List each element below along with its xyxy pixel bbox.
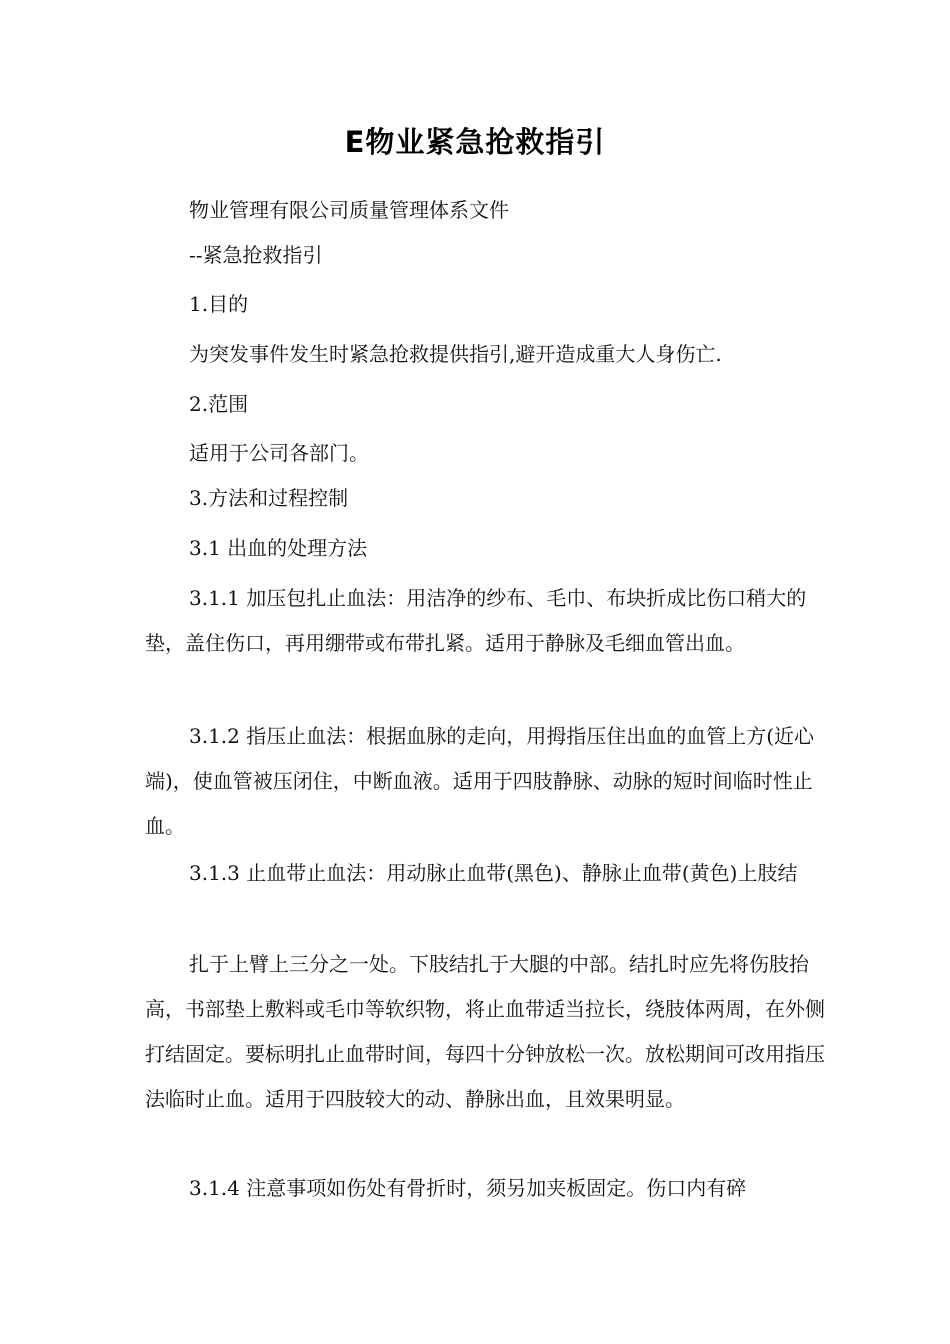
- heading-scope: 2.范围: [189, 392, 249, 416]
- paragraph-3-1-3-continued: 扎于上臂上三分之一处。下肢结扎于大腿的中部。结扎时应先将伤肢抬高，书部垫上敷料或毛巾等软织物，将止血带适当拉长，绕肢体两周，在外侧打结固定。要标明扎止血带时间，每四十分钟放松一次。放松期间可改用指压法临时止血。适用于四肢较大的动、静脉出血，且效果明显。: [145, 952, 825, 1111]
- paragraph-3-1-2: 3.1.2 指压止血法：根据血脉的走向，用拇指压住出血的血管上方(近心端)，使血管被压闭住，中断血液。适用于四肢静脉、动脉的短时间临时性止血。: [145, 724, 815, 838]
- paragraph-3-1-3: 3.1.3 止血带止血法：用动脉止血带(黑色)、静脉止血带(黄色)上肢结: [189, 861, 798, 885]
- heading-method: 3.方法和过程控制: [189, 486, 349, 510]
- paragraph-3-1-1: 3.1.1 加压包扎止血法：用洁净的纱布、毛巾、布块折成比伤口稍大的垫，盖住伤口，再用绷带或布带扎紧。适用于静脉及毛细血管出血。: [145, 586, 807, 655]
- heading-purpose: 1.目的: [189, 292, 249, 316]
- document-title: E物业紧急抢救指引: [344, 125, 606, 159]
- paragraph-3-1-4: 3.1.4 注意事项如伤处有骨折时，须另加夹板固定。伤口内有碎: [189, 1176, 747, 1200]
- paragraph-scope: 适用于公司各部门。: [189, 441, 369, 465]
- paragraph-purpose: 为突发事件发生时紧急抢救提供指引,避开造成重大人身伤亡.: [189, 342, 722, 366]
- paragraph-subtitle: --紧急抢救指引: [189, 243, 323, 267]
- heading-bleeding: 3.1 出血的处理方法: [189, 536, 368, 560]
- paragraph-company: 物业管理有限公司质量管理体系文件: [189, 198, 509, 222]
